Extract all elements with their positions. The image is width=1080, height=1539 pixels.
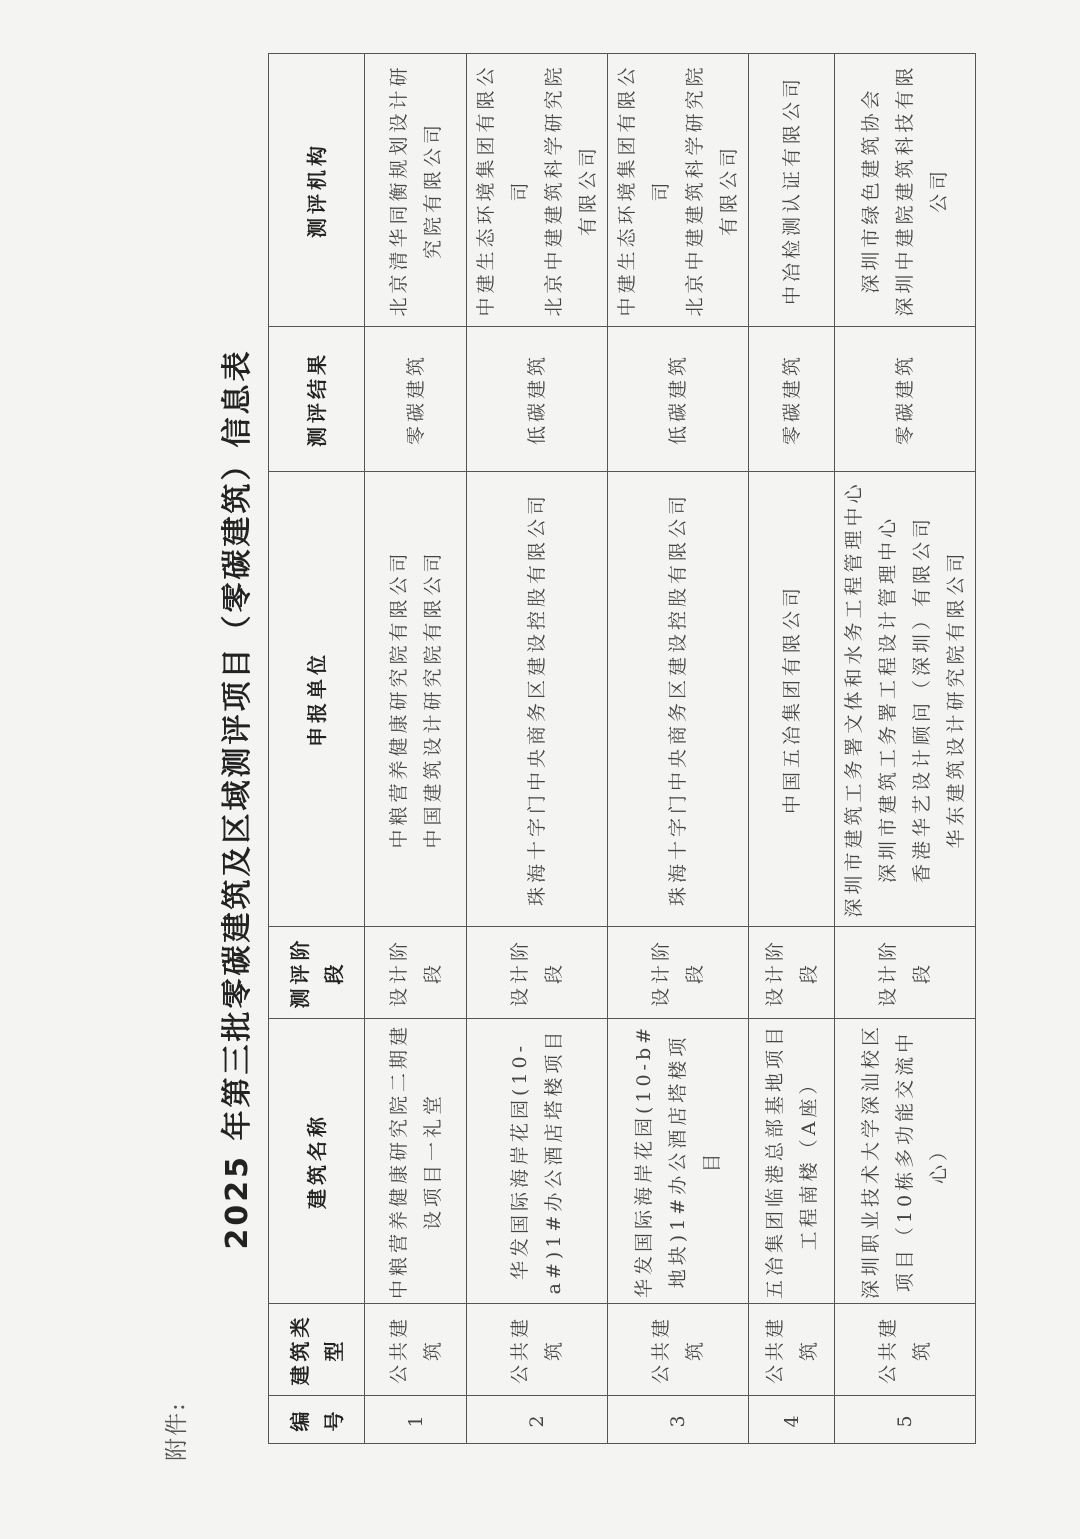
- header-result: 测评结果: [269, 327, 365, 472]
- cell-name: 中粮营养健康研究院二期建设项目一礼堂: [365, 1019, 467, 1304]
- cell-org: 中建生态环境集团有限公司 北京中建建筑科学研究院有限公司: [467, 54, 608, 327]
- cell-type: 公共建筑: [365, 1304, 467, 1396]
- cell-result: 低碳建筑: [467, 327, 608, 472]
- cell-result: 低碳建筑: [608, 327, 749, 472]
- header-type: 建筑类型: [269, 1304, 365, 1396]
- cell-no: 4: [749, 1396, 835, 1444]
- cell-result: 零碳建筑: [749, 327, 835, 472]
- table-body: [365, 54, 976, 1444]
- cell-org: 中建生态环境集团有限公司 北京中建建筑科学研究院有限公司: [608, 54, 749, 327]
- cell-no: 2: [467, 1396, 608, 1444]
- table-row: [365, 54, 467, 1444]
- attachment-label: 附件:: [164, 1401, 190, 1461]
- header-name: 建筑名称: [269, 1019, 365, 1304]
- header-applicant: 申报单位: [269, 472, 365, 927]
- table-row: [608, 54, 749, 1444]
- cell-stage: 设计阶段: [835, 927, 976, 1019]
- cell-stage: 设计阶段: [749, 927, 835, 1019]
- cell-result: 零碳建筑: [365, 327, 467, 472]
- cell-stage: 设计阶段: [467, 927, 608, 1019]
- cell-applicant: 中粮营养健康研究院有限公司 中国建筑设计研究院有限公司: [365, 472, 467, 927]
- cell-type: 公共建筑: [835, 1304, 976, 1396]
- page-title: 2025 年第三批零碳建筑及区域测评项目（零碳建筑）信息表: [220, 348, 255, 1250]
- cell-org: 北京清华同衡规划设计研究院有限公司: [365, 54, 467, 327]
- cell-result: 零碳建筑: [835, 327, 976, 472]
- cell-name: 华发国际海岸花园(10-b#地块)1#办公酒店塔楼项目: [608, 1019, 749, 1304]
- cell-stage: 设计阶段: [365, 927, 467, 1019]
- cell-org: 中冶检测认证有限公司: [749, 54, 835, 327]
- cell-applicant: 深圳市建筑工务署文体和水务工程管理中心 深圳市建筑工务署工程设计管理中心 香港华艺设计顾问（深圳）有限公司 华东建筑设计研究院有限公司: [835, 472, 976, 927]
- cell-type: 公共建筑: [608, 1304, 749, 1396]
- cell-type: 公共建筑: [749, 1304, 835, 1396]
- cell-name: 华发国际海岸花园(10-a#)1#办公酒店塔楼项目: [467, 1019, 608, 1304]
- cell-no: 3: [608, 1396, 749, 1444]
- cell-type: 公共建筑: [467, 1304, 608, 1396]
- header-no: 编号: [269, 1396, 365, 1444]
- cell-applicant: 中国五冶集团有限公司: [749, 472, 835, 927]
- cell-org: 深圳市绿色建筑协会 深圳中建院建筑科技有限公司: [835, 54, 976, 327]
- cell-no: 5: [835, 1396, 976, 1444]
- cell-applicant: 珠海十字门中央商务区建设控股有限公司: [467, 472, 608, 927]
- cell-stage: 设计阶段: [608, 927, 749, 1019]
- table-row: [749, 54, 835, 1444]
- cell-name: 深圳职业技术大学深汕校区项目（10栋多功能交流中心）: [835, 1019, 976, 1304]
- cell-no: 1: [365, 1396, 467, 1444]
- header-stage: 测评阶段: [269, 927, 365, 1019]
- header-org: 测评机构: [269, 54, 365, 327]
- cell-applicant: 珠海十字门中央商务区建设控股有限公司: [608, 472, 749, 927]
- project-table: [268, 53, 976, 1444]
- cell-name: 五冶集团临港总部基地项目工程南楼（A座）: [749, 1019, 835, 1304]
- table-row: [835, 54, 976, 1444]
- table-header-row: [269, 54, 365, 1444]
- table-row: [467, 54, 608, 1444]
